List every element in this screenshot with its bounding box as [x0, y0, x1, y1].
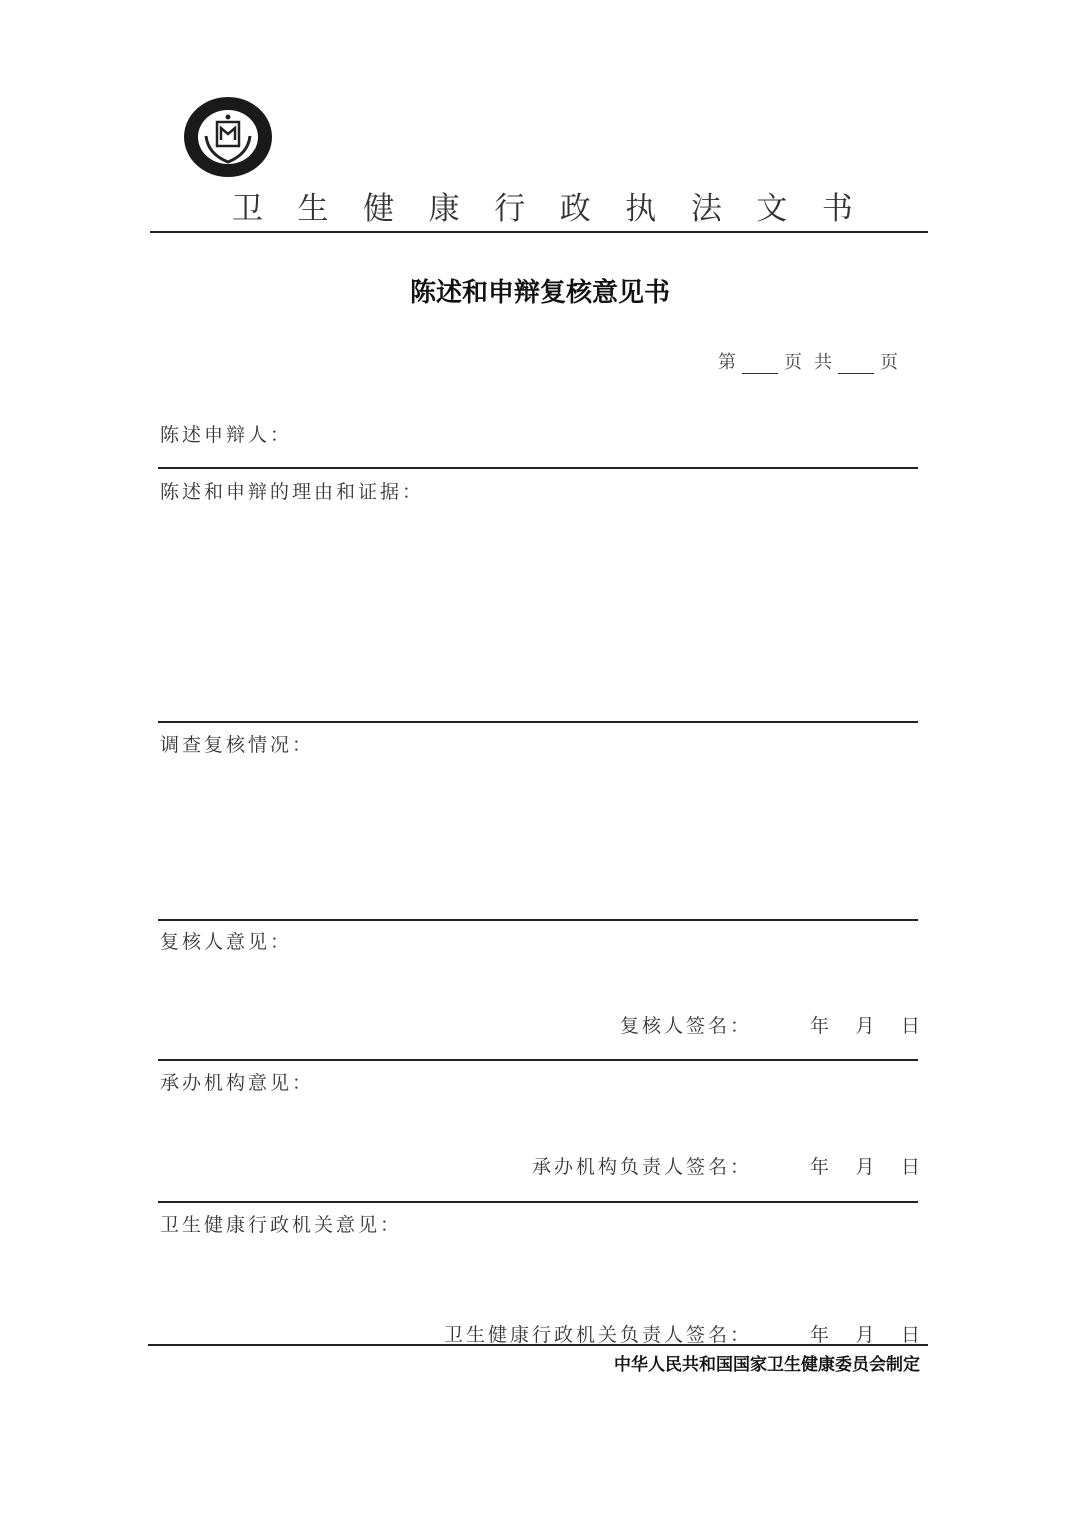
header-char: 文: [756, 191, 788, 227]
month-label: 月: [855, 1324, 875, 1346]
reviewer-date: [810, 1011, 920, 1038]
year-label: 年: [810, 1156, 830, 1178]
header-char: 行: [494, 191, 526, 227]
header-char: 政: [559, 191, 591, 227]
authority-date: [810, 1320, 920, 1347]
header-char: 康: [428, 191, 460, 227]
total-word: 共: [814, 352, 832, 373]
page-number: [718, 348, 898, 374]
page-number-blank[interactable]: [742, 355, 778, 374]
page-prefix: 第: [718, 352, 736, 373]
header-char: 健: [363, 191, 395, 227]
authority-opinion-label: 卫生健康行政机关意见：: [160, 1214, 403, 1236]
page-total-blank[interactable]: [838, 355, 874, 374]
year-label: 年: [810, 1015, 830, 1037]
divider: [158, 467, 918, 469]
header-char: 卫: [232, 191, 263, 227]
year-label: 年: [810, 1324, 830, 1346]
header-rule: [150, 231, 928, 233]
divider: [158, 919, 918, 921]
divider: [158, 721, 918, 723]
issuer-footer: 中华人民共和国国家卫生健康委员会制定: [614, 1355, 920, 1375]
document-series-header: [150, 183, 928, 228]
day-label: 日: [900, 1015, 920, 1037]
applicant-label: 陈述申辩人：: [160, 424, 293, 446]
document-title: 陈述和申辩复核意见书: [409, 278, 670, 308]
divider: [158, 1201, 918, 1203]
reviewer-opinion-label: 复核人意见：: [160, 931, 293, 953]
header-char: 执: [625, 191, 657, 227]
reasons-label: 陈述和申辩的理由和证据：: [160, 481, 425, 503]
footer-rule: [148, 1344, 928, 1346]
authority-signature-label: 卫生健康行政机关负责人签名：: [443, 1324, 752, 1346]
reviewer-signature-label: 复核人签名：: [619, 1015, 752, 1037]
day-label: 日: [900, 1324, 920, 1346]
day-label: 日: [900, 1156, 920, 1178]
investigation-label: 调查复核情况：: [160, 734, 315, 756]
logo-seal: [182, 96, 274, 178]
divider: [158, 1059, 918, 1061]
header-char: 书: [821, 191, 853, 227]
dept-signature-label: 承办机构负责人签名：: [531, 1156, 752, 1178]
header-char: 生: [297, 191, 329, 227]
month-label: 月: [855, 1015, 875, 1037]
header-char: 法: [690, 191, 722, 227]
dept-opinion-label: 承办机构意见：: [160, 1072, 315, 1094]
page-word: 页: [784, 352, 802, 373]
dept-date: [810, 1152, 920, 1179]
page-suffix: 页: [880, 352, 898, 373]
month-label: 月: [855, 1156, 875, 1178]
